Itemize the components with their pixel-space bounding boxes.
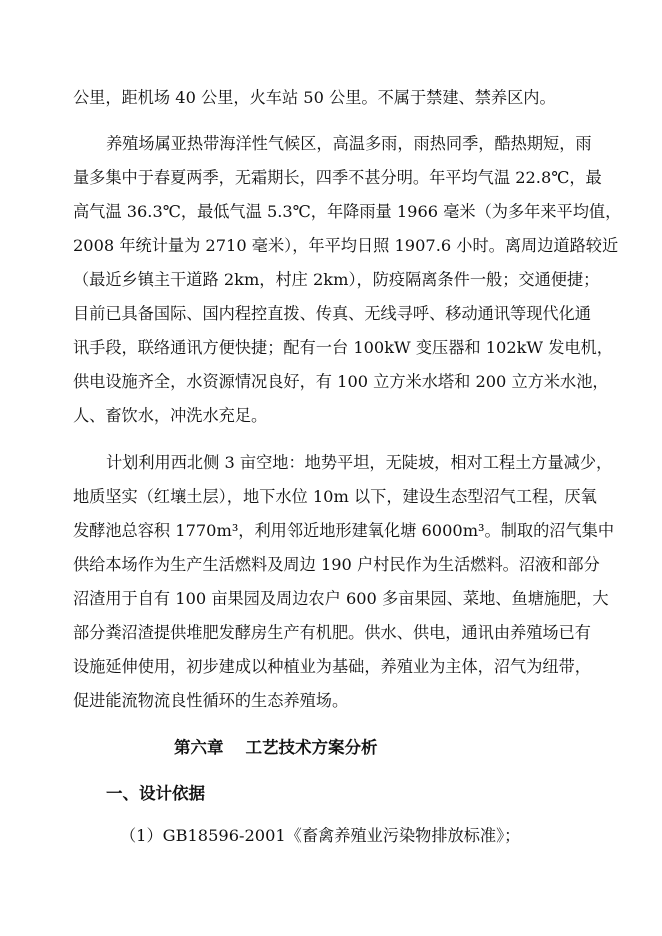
paragraph-3-line: 设施延伸使用，初步建成以种植业为基础，养殖业为主体，沼气为纽带， — [73, 657, 591, 676]
paragraph-3-line: 促进能流物流良性循环的生态养殖场。 — [73, 691, 349, 710]
paragraph-2-line: 量多集中于春夏两季，无霜期长，四季不甚分明。年平均气温 22.8℃，最 — [73, 168, 602, 187]
paragraph-2-line: 目前已具备国际、国内程控直拨、传真、无线寻呼、移动通讯等现代化通 — [73, 304, 591, 323]
paragraph-3-line: 计划利用西北侧 3 亩空地：地势平坦，无陡坡，相对工程土方量减少， — [106, 453, 613, 472]
paragraph-3-line: 供给本场作为生产生活燃料及周边 190 户村民作为生活燃料。沼液和部分 — [73, 555, 600, 574]
chapter-heading — [174, 738, 378, 758]
section-heading: 一、设计依据 — [106, 784, 205, 803]
paragraph-1-line: 公里，距机场 40 公里，火车站 50 公里。不属于禁建、禁养区内。 — [73, 88, 556, 107]
paragraph-2-line: 人、畜饮水，冲洗水充足。 — [73, 406, 268, 425]
reference-item: （1）GB18596-2001《畜禽养殖业污染物排放标准》； — [120, 826, 521, 845]
paragraph-2-line: （最近乡镇主干道路 2km，村庄 2km），防疫隔离条件一般；交通便捷； — [73, 270, 600, 289]
paragraph-2-line: 讯手段，联络通讯方便快捷；配有一台 100kW 变压器和 102kW 发电机， — [73, 338, 613, 357]
paragraph-3-line: 地质坚实（红壤土层），地下水位 10m 以下，建设生态型沼气工程，厌氧 — [73, 487, 597, 506]
paragraph-3-line: 发酵池总容积 1770m³，利用邻近地形建氧化塘 6000m³。制取的沼气集中 — [73, 521, 615, 540]
paragraph-3-line: 部分粪沼渣提供堆肥发酵房生产有机肥。供水、供电，通讯由养殖场已有 — [73, 623, 591, 642]
paragraph-2-line: 养殖场属亚热带海洋性气候区，高温多雨，雨热同季，酷热期短，雨 — [106, 134, 592, 153]
paragraph-2-line: 高气温 36.3℃，最低气温 5.3℃，年降雨量 1966 毫米（为多年来平均值， — [73, 202, 622, 221]
chapter-number: 第六章 — [174, 738, 224, 757]
chapter-title: 工艺技术方案分析 — [245, 738, 378, 757]
paragraph-2-line: 2008 年统计量为 2710 毫米），年平均日照 1907.6 小时。离周边道路较近 — [73, 236, 619, 255]
paragraph-2-line: 供电设施齐全，水资源情况良好，有 100 立方米水塔和 200 立方米水池， — [73, 372, 609, 391]
paragraph-3-line: 沼渣用于自有 100 亩果园及周边农户 600 多亩果园、菜地、鱼塘施肥，大 — [73, 589, 609, 608]
